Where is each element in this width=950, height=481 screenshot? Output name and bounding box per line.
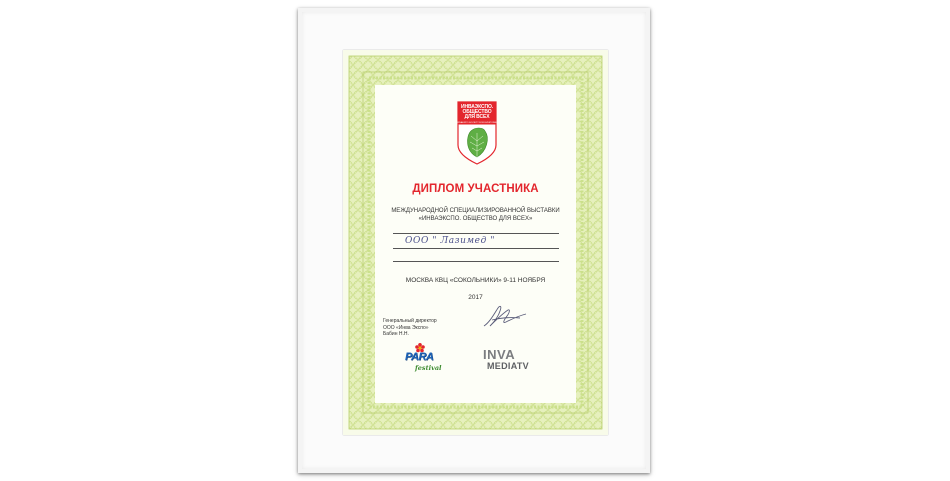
- signatory-position: Генеральный директор: [383, 318, 437, 324]
- invaexpo-emblem: [457, 101, 497, 165]
- emblem-subtitle: INVAEXPO SOCIETY FOR EVERYONE: [457, 122, 497, 124]
- para-festival-logo: [403, 347, 463, 385]
- recipient-name: ООО " Лазимед ": [405, 236, 496, 246]
- signatory-name: Бабин Н.Н.: [383, 331, 409, 337]
- subtitle-line-2: «ИНВАЭКСПО. ОБЩЕСТВО ДЛЯ ВСЕХ»: [418, 216, 533, 222]
- event-place: МОСКВА КВЦ «СОКОЛЬНИКИ» 9-11 НОЯБРЯ: [405, 277, 546, 284]
- emblem-title: ИНВАЭКСПО. ОБЩЕСТВО ДЛЯ ВСЕХ: [460, 104, 494, 120]
- diploma-title: ДИПЛОМ УЧАСТНИКА: [412, 183, 539, 195]
- divider-line: [393, 233, 559, 234]
- signatory-company: ООО «Инва Экспо»: [383, 324, 429, 331]
- para-logo-subword: festival: [415, 364, 442, 372]
- signatory-block: [383, 318, 473, 338]
- inva-logo-subword: MEDIATV: [487, 361, 529, 371]
- signature-icon: [480, 302, 530, 332]
- recipient-underline: [393, 248, 559, 249]
- diploma-subtitle: [343, 207, 608, 223]
- inva-logo-word: INVA: [483, 347, 516, 362]
- subtitle-line-1: МЕЖДУНАРОДНОЙ СПЕЦИАЛИЗИРОВАННОЙ ВЫСТАВКИ: [391, 208, 560, 214]
- para-logo-word: PARA: [405, 351, 434, 363]
- event-year: 2017: [468, 294, 483, 301]
- inva-media-tv-logo: [483, 347, 558, 381]
- divider-line: [393, 261, 559, 262]
- diploma-certificate: [343, 50, 608, 435]
